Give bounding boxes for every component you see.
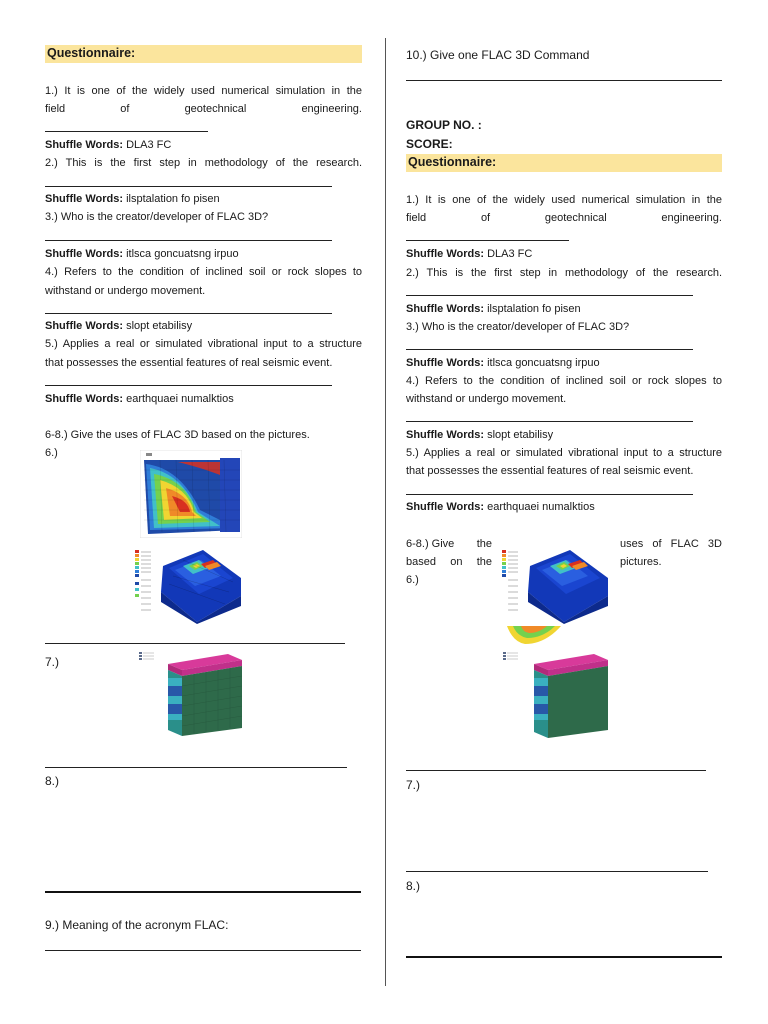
question-6-8-part-2-right: based on the [406,556,492,568]
shuffle-words-1-right: Shuffle Words: DLA3 FC [406,248,533,260]
item-6-label-right: 6.) [406,574,419,586]
answer-line-3[interactable] [45,240,332,241]
item-7-label: 7.) [45,655,60,669]
answer-line-10[interactable] [406,80,722,81]
answer-line-9[interactable] [45,950,361,951]
question-2-right: 2.) This is the first step in methodology of the research. [406,267,722,279]
shuffle-words-5: Shuffle Words: earthquaei numalktios [45,393,234,405]
shuffle-words-4: Shuffle Words: slopt etabilisy [45,320,193,332]
question-1-line-2: field of geotechnical engineering. [45,103,362,115]
question-3-right: 3.) Who is the creator/developer of FLAC 3D? [406,321,630,333]
question-9: 9.) Meaning of the acronym FLAC: [45,918,229,932]
group-number-label: GROUP NO. : [406,118,482,132]
question-1-line-1: 1.) It is one of the widely used numerical simulation in the [45,85,362,97]
question-3: 3.) Who is the creator/developer of FLAC 3D? [45,211,269,223]
questionnaire-header-right: Questionnaire: [406,154,722,172]
answer-line-4[interactable] [45,313,332,314]
answer-line-5[interactable] [45,385,332,386]
shuffle-words-2-right: Shuffle Words: ilsptalation fo pisen [406,303,581,315]
answer-line-2-right[interactable] [406,295,693,296]
question-4-line-2: withstand or undergo movement. [45,285,206,297]
question-4-line-1-right: 4.) Refers to the condition of inclined soil or rock slopes to [406,375,722,387]
question-6-8-part-1-right: 6-8.) Give the [406,538,492,550]
question-10: 10.) Give one FLAC 3D Command [406,48,590,62]
shuffle-words-3-right: Shuffle Words: itlsca goncuatsng irpuo [406,357,600,369]
shuffle-words-5-right: Shuffle Words: earthquaei numalktios [406,501,595,513]
question-1-line-2-right: field of geotechnical engineering. [406,212,722,224]
answer-line-7-right[interactable] [406,871,708,872]
question-6-8-part-4-right: pictures. [620,556,662,568]
slope-simulation-image [140,450,242,538]
question-4-line-2-right: withstand or undergo movement. [406,393,567,405]
slope-simulation-fragment-right [505,624,563,646]
questionnaire-header: Questionnaire: [45,45,362,63]
score-label: SCORE: [406,137,453,151]
answer-line-8-right[interactable] [406,956,722,958]
question-5-line-2-right: that possesses the essential features of real seismic event. [406,465,694,477]
answer-line-7[interactable] [45,767,347,768]
answer-line-2[interactable] [45,186,332,187]
item-8-label: 8.) [45,774,60,788]
answer-line-1-right[interactable] [406,240,569,241]
question-1-line-1-right: 1.) It is one of the widely used numerical simulation in the [406,194,722,206]
layered-block-image-right [502,650,610,738]
answer-line-6-right[interactable] [406,770,706,771]
question-6-8-part-3-right: uses of FLAC 3D [620,538,722,550]
earthquake-model-image [133,546,245,624]
earthquake-model-image-right [500,546,612,626]
question-4-line-1: 4.) Refers to the condition of inclined soil or rock slopes to [45,266,362,278]
shuffle-words-3: Shuffle Words: itlsca goncuatsng irpuo [45,248,239,260]
answer-line-6[interactable] [45,643,345,644]
layered-block-image [138,650,244,736]
answer-line-5-right[interactable] [406,494,693,495]
question-5-line-2: that possesses the essential features of real seismic event. [45,357,333,369]
item-8-label-right: 8.) [406,879,421,893]
shuffle-words-1: Shuffle Words: DLA3 FC [45,139,172,151]
question-6-8: 6-8.) Give the uses of FLAC 3D based on the pictures. [45,429,310,441]
shuffle-words-4-right: Shuffle Words: slopt etabilisy [406,429,554,441]
answer-line-1[interactable] [45,131,208,132]
question-5-line-1-right: 5.) Applies a real or simulated vibrational input to a structure [406,447,722,459]
question-5-line-1: 5.) Applies a real or simulated vibrational input to a structure [45,338,362,350]
answer-line-4-right[interactable] [406,421,693,422]
shuffle-words-2: Shuffle Words: ilsptalation fo pisen [45,193,220,205]
answer-line-8[interactable] [45,891,361,893]
answer-line-3-right[interactable] [406,349,693,350]
column-divider [385,38,386,986]
question-2: 2.) This is the first step in methodology of the research. [45,157,362,169]
item-6-label: 6.) [45,447,58,459]
item-7-label-right: 7.) [406,778,421,792]
